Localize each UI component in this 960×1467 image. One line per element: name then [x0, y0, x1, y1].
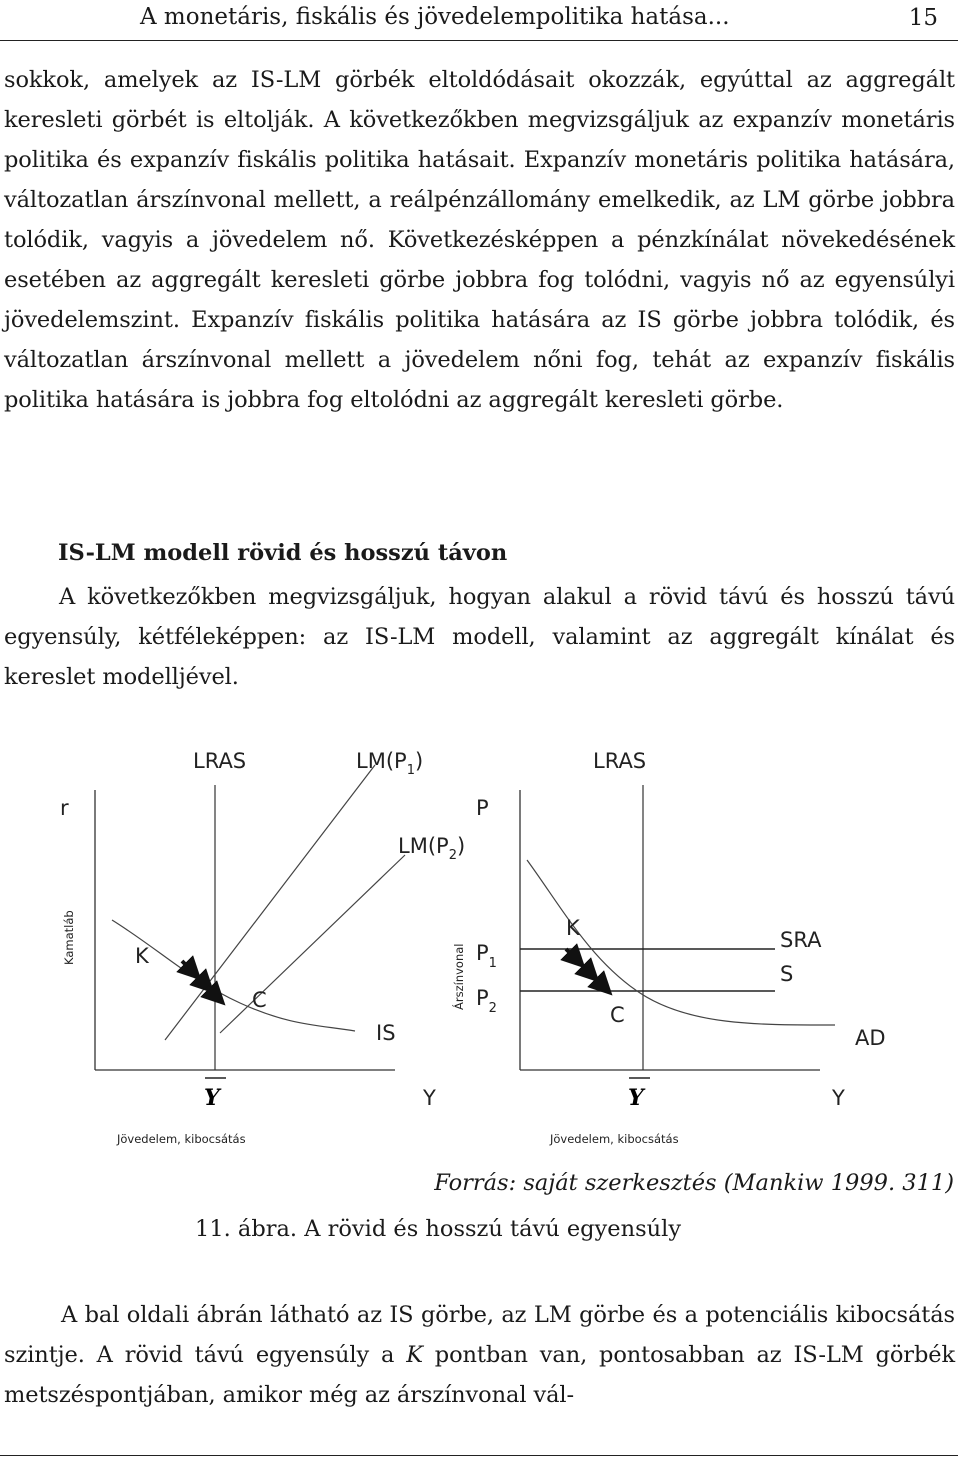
sra-label: SRA	[780, 928, 822, 952]
left-ybar: Y	[204, 1085, 220, 1111]
right-x-axis-label: Jövedelem, kibocsátás	[550, 1132, 679, 1146]
ad-label: AD	[855, 1026, 886, 1050]
right-point-c: C	[610, 1003, 625, 1027]
ad-as-diagram	[451, 749, 886, 1146]
right-shift-arrow-3	[594, 977, 604, 987]
page-number: 15	[908, 5, 938, 31]
is-curve	[112, 920, 355, 1031]
section-heading: IS-LM modell rövid és hosszú távon	[58, 540, 508, 566]
p1-label: $P_1$	[476, 941, 497, 971]
lm1-label: $LM(P_1)$	[356, 749, 424, 778]
left-point-c: C	[252, 988, 267, 1012]
right-y-symbol: P	[476, 796, 489, 820]
left-point-k: K	[135, 944, 149, 968]
right-y-axis-label: Árszínvonal	[452, 943, 466, 1010]
footer-rule	[0, 1455, 958, 1456]
figure-11	[0, 735, 960, 1155]
s-label: S	[780, 962, 794, 986]
body-paragraph-2: A következőkben megvizsgáljuk, hogyan alakul a rövid távú és hosszú távú egyensúly, kétféleképpen: az IS-LM modell, valamint az aggregált kínálat és kereslet modelljével.	[4, 584, 955, 690]
lm1-curve	[165, 765, 375, 1040]
left-x-symbol: Y	[423, 1086, 436, 1110]
paragraph3-k-symbol: K	[406, 1342, 423, 1368]
running-title: A monetáris, fiskális és jövedelempolitika hatása...	[140, 4, 730, 30]
is-label: IS	[376, 1021, 396, 1045]
paragraph3-part-a: A bal oldali ábrán látható az IS görbe, az LM görbe és a potenciális kibocsátás szintje. A rövid távú egyensúly a	[4, 1302, 955, 1368]
figure-source: Forrás: saját szerkesztés (Mankiw 1999. 311)	[434, 1170, 954, 1196]
right-lras-label: LRAS	[593, 749, 647, 773]
left-x-axis-label: Jövedelem, kibocsátás	[117, 1132, 246, 1146]
lm2-label: $LM(P_2)$	[398, 834, 466, 863]
right-ybar: Y	[628, 1085, 644, 1111]
left-lras-label: LRAS	[193, 749, 247, 773]
body-paragraph-3	[4, 1295, 955, 1415]
paragraph3-part-b: pontban van, pontosabban az IS-LM görbék metszéspontjában, amikor még az árszínvonal vál-	[4, 1342, 955, 1408]
page-header	[0, 0, 958, 41]
left-y-symbol: r	[60, 796, 69, 820]
right-point-k: K	[566, 916, 580, 940]
is-lm-diagram	[60, 749, 465, 1146]
p2-label: $P_2$	[476, 986, 497, 1016]
body-paragraph-1: sokkok, amelyek az IS-LM görbék eltoldódásait okozzák, egyúttal az aggregált keresleti görbét is eltolják. A következőkben megvizsgáljuk az expanzív monetáris politika és expanzív fiskális politika hatásait. Expanzív monetáris politika hatására, változatlan árszínvonal mellett, a reálpénzállomány emelkedik, az LM görbe jobbra tolódik, vagyis a jövedelem nő. Következésképpen a pénzkínálat növekedésének esetében az aggregált keresleti görbe jobbra fog tolódni, vagyis nő az egyensúlyi jövedelemszint. Expanzív fiskális politika hatására az IS görbe jobbra tolódik, és változatlan árszínvonal mellett a jövedelem nőni fog, tehát az expanzív fiskális politika hatására is jobbra fog eltolódni az aggregált keresleti görbe.	[4, 67, 955, 413]
right-x-symbol: Y	[832, 1086, 845, 1110]
right-shift-arrow-1	[566, 949, 577, 960]
left-y-axis-label: Kamatláb	[62, 910, 76, 965]
right-shift-arrow-2	[580, 963, 591, 974]
figure-caption: 11. ábra. A rövid és hosszú távú egyensúly	[195, 1216, 682, 1242]
